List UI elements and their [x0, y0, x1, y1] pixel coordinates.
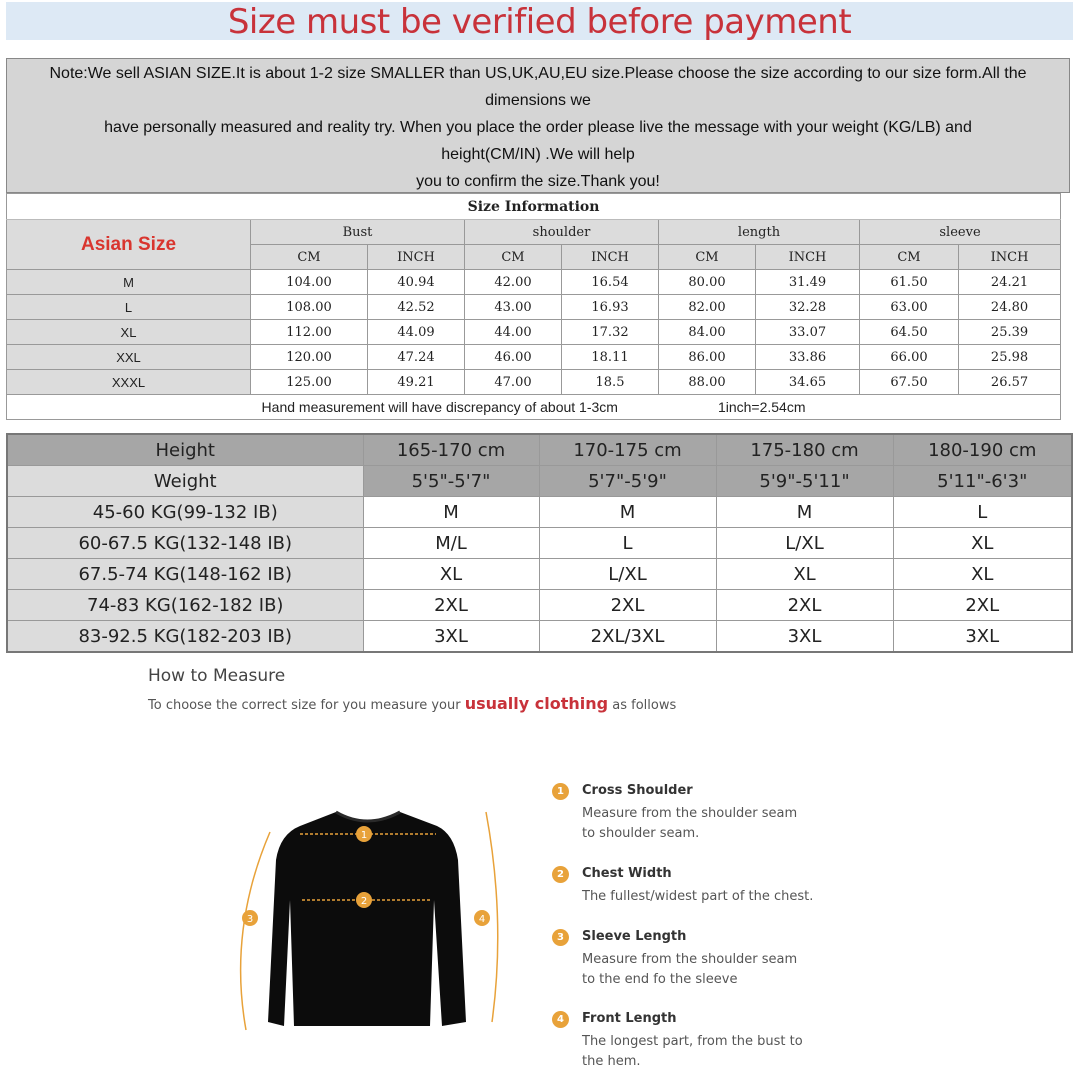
value-cell: 120.00 — [251, 345, 368, 370]
badge-1-label: 1 — [360, 830, 368, 841]
value-cell: 63.00 — [860, 295, 959, 320]
size-cell: L — [893, 497, 1072, 528]
group-header: length — [659, 220, 860, 245]
weight-label: Weight — [7, 466, 363, 497]
step-desc-line: The longest part, from the bust to — [582, 1034, 803, 1049]
weight-range: 45-60 KG(99-132 IB) — [7, 497, 363, 528]
size-cell: M — [7, 270, 251, 295]
table-row — [7, 528, 1072, 559]
unit-header: INCH — [959, 245, 1061, 270]
size-cell: 2XL — [363, 590, 539, 621]
group-header: Bust — [251, 220, 465, 245]
banner-title: Size must be verified before payment — [227, 2, 852, 42]
shirt-shape — [268, 812, 466, 1026]
value-cell: 67.50 — [860, 370, 959, 395]
value-cell: 17.32 — [562, 320, 659, 345]
group-header: shoulder — [465, 220, 659, 245]
size-cell: 2XL — [539, 590, 716, 621]
table-row — [7, 559, 1072, 590]
size-cell: M/L — [363, 528, 539, 559]
note-line: have personally measured and reality try. When you place the order please live the message with your weight (KG/LB) and — [104, 119, 972, 136]
height-range: 175-180 cm — [716, 434, 893, 466]
value-cell: 61.50 — [860, 270, 959, 295]
table-row — [7, 590, 1072, 621]
inch-conversion: 1inch=2.54cm — [717, 399, 806, 415]
note-line: you to confirm the size.Thank you! — [416, 173, 660, 190]
size-cell: L — [7, 295, 251, 320]
value-cell: 49.21 — [368, 370, 465, 395]
height-feet: 5'11"-6'3" — [893, 466, 1072, 497]
value-cell: 16.54 — [562, 270, 659, 295]
value-cell: 18.5 — [562, 370, 659, 395]
table-row — [7, 370, 1061, 395]
sleeve-length-arc — [241, 832, 270, 1030]
size-cell: XL — [363, 559, 539, 590]
step-title: Front Length — [582, 1011, 677, 1026]
how-to-measure-title: How to Measure — [148, 666, 286, 686]
unit-header: INCH — [368, 245, 465, 270]
size-cell: XL — [893, 559, 1072, 590]
table-footer — [7, 395, 1061, 420]
size-cell: L/XL — [539, 559, 716, 590]
discrepancy-note: Hand measurement will have discrepancy of about 1-3cm — [261, 399, 618, 415]
step-desc — [582, 804, 797, 844]
step-desc-line: Measure from the shoulder seam — [582, 952, 798, 967]
value-cell: 47.00 — [465, 370, 562, 395]
height-range: 170-175 cm — [539, 434, 716, 466]
value-cell: 104.00 — [251, 270, 368, 295]
value-cell: 44.09 — [368, 320, 465, 345]
size-cell: M — [539, 497, 716, 528]
unit-header: INCH — [756, 245, 860, 270]
size-cell: 3XL — [363, 621, 539, 653]
value-cell: 33.07 — [756, 320, 860, 345]
height-feet: 5'7"-5'9" — [539, 466, 716, 497]
size-cell: M — [716, 497, 893, 528]
size-cell: XXL — [7, 345, 251, 370]
step-desc-line: to shoulder seam. — [582, 826, 700, 841]
note-line: height(CM/IN) .We will help — [441, 146, 635, 163]
table-row — [7, 345, 1061, 370]
value-cell: 64.50 — [860, 320, 959, 345]
header-banner — [6, 2, 1073, 40]
unit-header: INCH — [562, 245, 659, 270]
value-cell: 24.21 — [959, 270, 1061, 295]
value-cell: 108.00 — [251, 295, 368, 320]
value-cell: 24.80 — [959, 295, 1061, 320]
note-line: dimensions we — [485, 92, 591, 109]
step-desc — [582, 1032, 803, 1072]
value-cell: 25.39 — [959, 320, 1061, 345]
group-header: sleeve — [860, 220, 1061, 245]
size-cell: XL — [716, 559, 893, 590]
height-range: 180-190 cm — [893, 434, 1072, 466]
subtitle-text: To choose the correct size for you measure your — [148, 698, 461, 713]
value-cell: 42.52 — [368, 295, 465, 320]
step-number-icon: 4 — [552, 1011, 569, 1028]
size-cell: 3XL — [716, 621, 893, 653]
step-number-icon: 1 — [552, 783, 569, 800]
value-cell: 42.00 — [465, 270, 562, 295]
step-desc-line: The fullest/widest part of the chest. — [582, 889, 814, 904]
height-feet: 5'9"-5'11" — [716, 466, 893, 497]
weight-range: 74-83 KG(162-182 IB) — [7, 590, 363, 621]
size-cell: XXXL — [7, 370, 251, 395]
value-cell: 44.00 — [465, 320, 562, 345]
size-cell: 2XL — [716, 590, 893, 621]
value-cell: 125.00 — [251, 370, 368, 395]
step-desc — [582, 887, 813, 907]
step-title: Cross Shoulder — [582, 783, 693, 798]
value-cell: 82.00 — [659, 295, 756, 320]
badge-3-label: 3 — [246, 914, 254, 925]
size-cell: 2XL — [893, 590, 1072, 621]
table-row — [7, 270, 1061, 295]
value-cell: 80.00 — [659, 270, 756, 295]
weight-range: 83-92.5 KG(182-203 IB) — [7, 621, 363, 653]
unit-header: CM — [465, 245, 562, 270]
size-cell: 3XL — [893, 621, 1072, 653]
size-cell: 2XL/3XL — [539, 621, 716, 653]
height-weight-table — [6, 433, 1073, 653]
value-cell: 25.98 — [959, 345, 1061, 370]
step-number-icon: 3 — [552, 929, 569, 946]
subtitle-text: as follows — [612, 698, 677, 713]
unit-header: CM — [251, 245, 368, 270]
value-cell: 86.00 — [659, 345, 756, 370]
value-cell: 84.00 — [659, 320, 756, 345]
step-title: Sleeve Length — [582, 929, 687, 944]
height-label: Height — [7, 434, 363, 466]
size-table-title: Size Information — [7, 194, 1061, 220]
table-row — [7, 621, 1072, 653]
table-row — [7, 320, 1061, 345]
step-desc-line: the hem. — [582, 1054, 641, 1069]
size-cell: M — [363, 497, 539, 528]
value-cell: 88.00 — [659, 370, 756, 395]
value-cell: 26.57 — [959, 370, 1061, 395]
step-desc — [582, 950, 797, 990]
badge-2-label: 2 — [360, 896, 368, 907]
size-cell: L/XL — [716, 528, 893, 559]
shirt-illustration — [232, 790, 512, 1040]
value-cell: 46.00 — [465, 345, 562, 370]
value-cell: 112.00 — [251, 320, 368, 345]
height-range: 165-170 cm — [363, 434, 539, 466]
table-row — [7, 497, 1072, 528]
weight-range: 67.5-74 KG(148-162 IB) — [7, 559, 363, 590]
table-row — [7, 295, 1061, 320]
note-line: Note:We sell ASIAN SIZE.It is about 1-2 size SMALLER than US,UK,AU,EU size.Please choose the size according to our size form.All the — [49, 65, 1027, 82]
size-cell: XL — [7, 320, 251, 345]
badge-4-label: 4 — [478, 914, 486, 925]
subtitle-highlight: usually clothing — [464, 694, 609, 713]
value-cell: 33.86 — [756, 345, 860, 370]
value-cell: 18.11 — [562, 345, 659, 370]
size-note — [6, 58, 1070, 193]
value-cell: 34.65 — [756, 370, 860, 395]
size-cell: L — [539, 528, 716, 559]
value-cell: 40.94 — [368, 270, 465, 295]
value-cell: 31.49 — [756, 270, 860, 295]
step-desc-line: Measure from the shoulder seam — [582, 806, 798, 821]
how-to-measure-subtitle — [148, 694, 676, 713]
unit-header: CM — [659, 245, 756, 270]
size-cell: XL — [893, 528, 1072, 559]
height-feet: 5'5"-5'7" — [363, 466, 539, 497]
unit-header: CM — [860, 245, 959, 270]
step-desc-line: to the end fo the sleeve — [582, 972, 738, 987]
value-cell: 43.00 — [465, 295, 562, 320]
value-cell: 32.28 — [756, 295, 860, 320]
value-cell: 47.24 — [368, 345, 465, 370]
size-information-table — [6, 193, 1061, 420]
weight-range: 60-67.5 KG(132-148 IB) — [7, 528, 363, 559]
step-title: Chest Width — [582, 866, 672, 881]
value-cell: 66.00 — [860, 345, 959, 370]
step-number-icon: 2 — [552, 866, 569, 883]
value-cell: 16.93 — [562, 295, 659, 320]
asian-size-label: Asian Size — [7, 220, 251, 270]
